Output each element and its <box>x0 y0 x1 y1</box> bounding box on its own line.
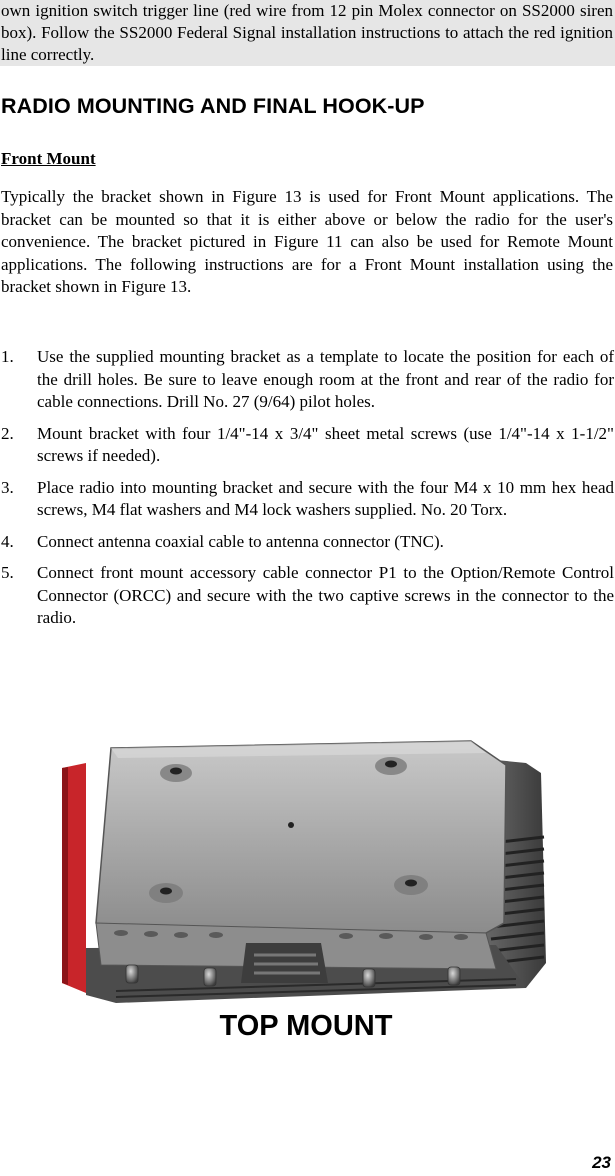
figure-caption: TOP MOUNT <box>219 1010 393 1042</box>
installation-steps <box>0 346 614 639</box>
step-number: 3. <box>1 477 14 497</box>
page-number: 23 <box>592 1153 611 1172</box>
step-item <box>0 562 614 630</box>
step-number: 2. <box>1 423 14 443</box>
step-item <box>0 477 614 522</box>
continued-note-text: own ignition switch trigger line (red wire from 12 pin Molex connector on SS2000 siren box). Follow the SS2000 Federal Signal installation instructions to attach the red ignition line correctly. <box>1 1 613 64</box>
continued-note <box>0 0 615 66</box>
intro-paragraph: Typically the bracket shown in Figure 13 is used for Front Mount applications. The bracket can be mounted so that it is either above or below the radio for the user's convenience. The bracket pictured in Figure 11 can also be used for Remote Mount applications. The following instructions are for a Front Mount installation using the bracket shown in Figure 13. <box>1 187 613 296</box>
step-item <box>0 423 614 468</box>
step-item <box>0 531 614 554</box>
step-text: Connect antenna coaxial cable to antenna connector (TNC). <box>37 531 444 551</box>
step-number: 1. <box>1 347 14 366</box>
step-text: Mount bracket with four 1/4"-14 x 3/4" sheet metal screws (use 1/4"-14 x 1-1/2" screws if needed). <box>37 423 614 465</box>
radio-top-mount-photo <box>56 733 556 1043</box>
step-number: 4. <box>1 531 14 551</box>
subsection-heading: Front Mount <box>1 149 96 168</box>
step-text: Use the supplied mounting bracket as a template to locate the position for each of the drill holes. Be sure to leave enough room at the front and rear of the radio for cable connections. Drill No. 27 (9/64) pilot holes. <box>37 347 614 411</box>
step-number: 5. <box>1 563 14 582</box>
section-heading: RADIO MOUNTING AND FINAL HOOK-UP <box>1 94 425 118</box>
step-text: Connect front mount accessory cable connector P1 to the Option/Remote Control Connector (ORCC) and secure with the two captive screws in the connector to the radio. <box>37 563 614 627</box>
step-text: Place radio into mounting bracket and secure with the four M4 x 10 mm hex head screws, M4 flat washers and M4 lock washers supplied. No. 20 Torx. <box>37 477 614 519</box>
step-item <box>0 346 614 414</box>
